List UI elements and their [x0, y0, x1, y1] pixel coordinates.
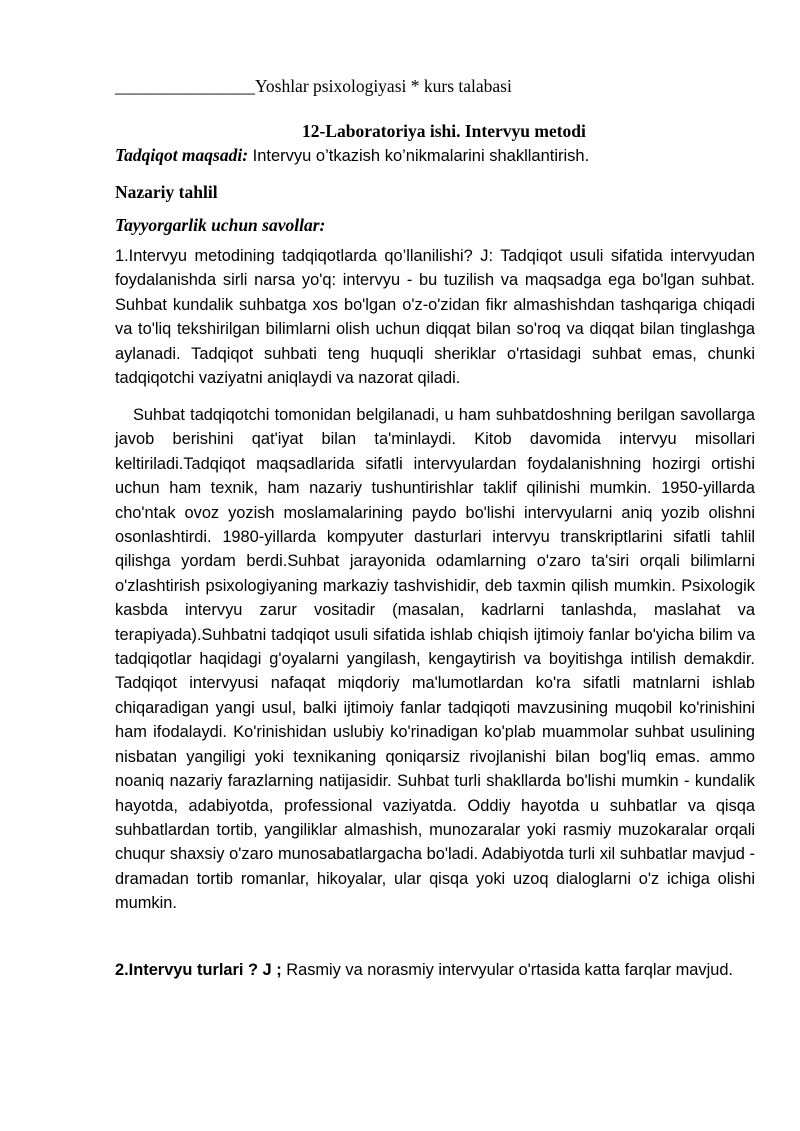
section-heading: Nazariy tahlil [115, 182, 218, 202]
paragraph-interview-discussion: Suhbat tadqiqotchi tomonidan belgilanadi, u ham suhbatdoshning berilgan savollarga javob berishini qat'iyat bilan ta'minlaydi. Kitob davomida intervyu misollari keltiriladi.Tadqiqot maqsadlarida sifatli intervyulardan foydalanishning hozirgi ortishi uchun ham texnik, ham nazariy tushuntirishlar taklif qilinishi mumkin. 1950-yillarda cho'ntak ovoz yozish moslamalarining paydo bo'lishi intervyularni aniq yozib olishni osonlashtirdi. 1980-yillarda kompyuter dasturlari intervyu transkriptlarini sifatli tahlil qilishga yordam berdi.Suhbat jarayonida odamlarning o'zaro ta'siri orqali bilimlarni o'zlashtirish psixologiyaning markaziy tashvishidir, deb taxmin qilish mumkin. Psixologik kasbda intervyu zarur vositadir (masalan, kadrlarni tanlashda, maslahat va terapiyada).Suhbatni tadqiqot usuli sifatida ishlab chiqish ijtimoiy fanlar bo'yicha bilim va tadqiqotlar haqidagi g'oyalarni yangilash, kengaytirish va boyitishga intilish demakdir. Tadqiqot intervyusi nafaqat miqdoriy ma'lumotlardan ko'ra sifatli matnlarni ishlab chiqaradigan yangi usul, balki ijtimoiy fanlar tadqiqoti mavzusining muqobil ko'rinishini ham ifodalaydi. Ko'rinishidan uslubiy ko'rinadigan ko'plab muammolar suhbat usulining nisbatan yangiligi yoki texnikaning qoniqarsiz rivojlanishi bilan bog'liq emas. ammo noaniq nazariy farazlarning natijasidir. Suhbat turli shakllarda bo'lishi mumkin - kundalik hayotda, adabiyotda, professional vaziyatda. Oddiy hayotda u suhbatlar va qisqa suhbatlardan tortib, yangiliklar almashish, munozaralar yoki rasmiy muzokaralar orqali chuqur shaxsiy o'zaro munosabatlargacha bo'ladi. Adabiyotda turli xil suhbatlar mavjud - dramadan tortib romanlar, hikoyalar, ular qisqa yoki uzoq dialoglarni o'z ichiga olishi mumkin. [115, 406, 755, 913]
student-header-line: ________________Yoshlar psixologiyasi * kurs talabasi [115, 76, 512, 96]
research-goal-text: Intervyu o’tkazish ko’nikmalarini shakllantirish. [248, 147, 590, 165]
paragraph-question-1: 1.Intervyu metodining tadqiqotlarda qo’llanilishi? J: Tadqiqot usuli sifatida intervyudan foydalanishda sirli narsa yo'q: intervyu - bu tuzilish va maqsadga ega bo'lgan suhbat. Suhbat kundalik suhbatga xos bo'lgan o'z-o'zidan fikr almashishdan tashqariga chiqadi va to'liq tekshirilgan bilimlarni olish uchun diqqat bilan so'roq va diqqat bilan tinglashga aylanadi. Tadqiqot suhbati teng huquqli sheriklar o'rtasidagi suhbat emas, chunki tadqiqotchi vaziyatni aniqlaydi va nazorat qiladi. [115, 247, 755, 388]
question-2-answer: Rasmiy va norasmiy intervyular o'rtasida katta farqlar mavjud. [281, 961, 733, 979]
question-2-label: 2.Intervyu turlari ? J ; [115, 961, 282, 979]
page-title: 12-Laboratoriya ishi. Intervyu metodi [302, 121, 586, 141]
subsection-heading: Tayyorgarlik uchun savollar: [115, 215, 326, 235]
paragraph-question-2 [115, 958, 755, 982]
research-goal [115, 145, 589, 166]
research-goal-label: Tadqiqot maqsadi: [115, 145, 249, 165]
